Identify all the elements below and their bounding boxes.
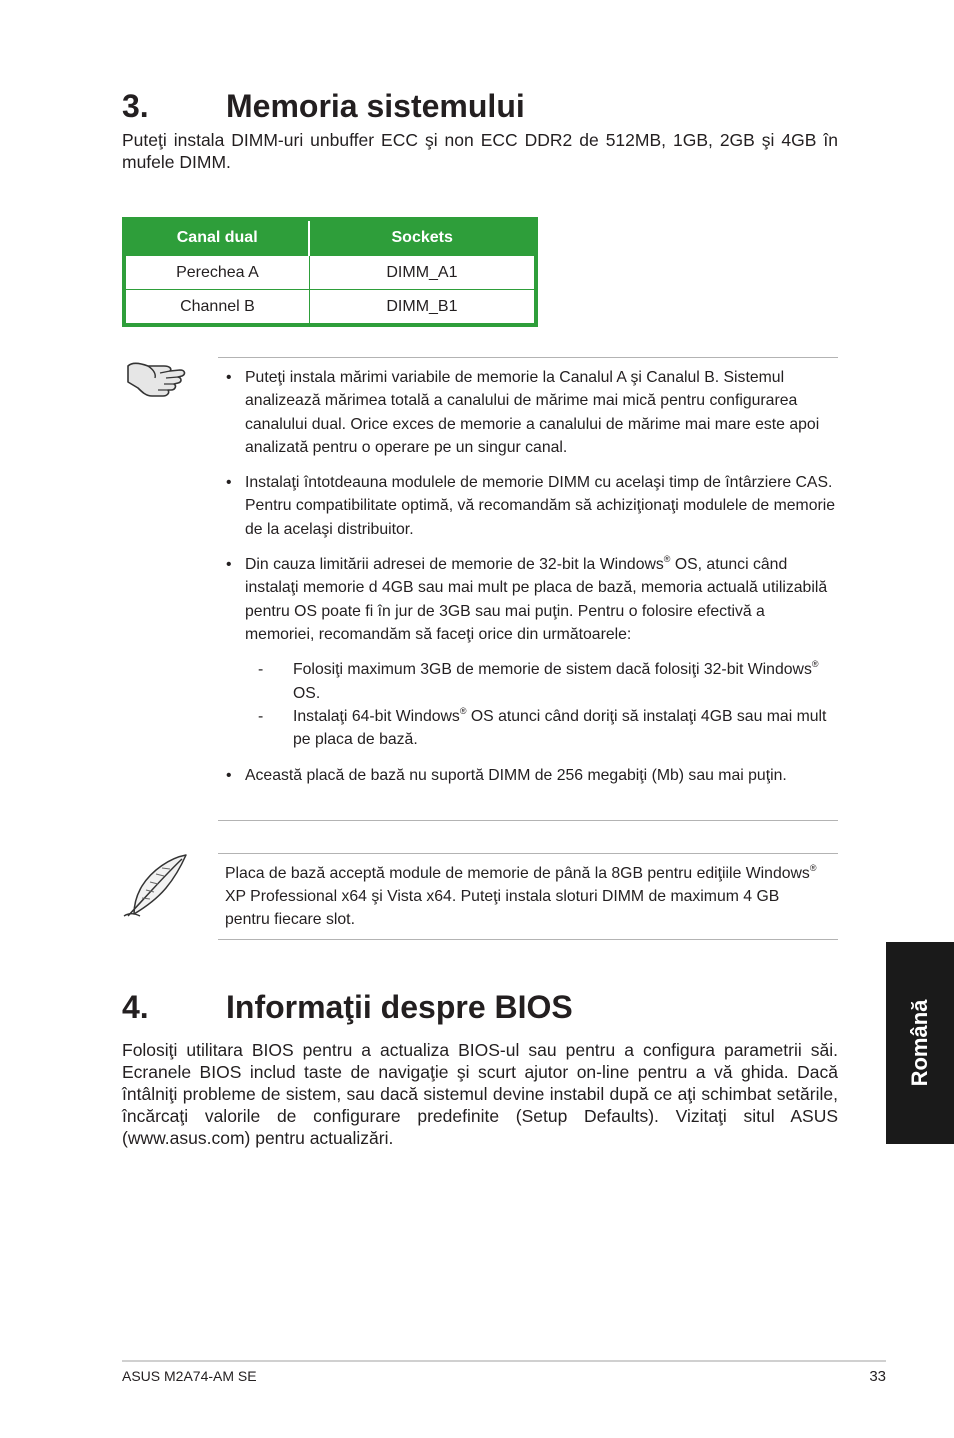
note-text: Folosiţi maximum 3GB de memorie de sistem dacă folosiţi 32-bit Windows [293, 661, 812, 679]
registered-mark: ® [459, 705, 467, 716]
table-row [124, 290, 536, 326]
note-divider-top [218, 357, 838, 358]
note-text: OS, atunci când instalaţi memorie d 4GB sau mai mult pe placa de bază, memoria actuală utilizabilă pentru OS poate fi în jur de 3GB sau mai puţin. Pentru o folosire efectivă a memoriei, recomandăm să faceţi orice din următoarele: [245, 556, 828, 643]
column-header: Sockets [309, 219, 536, 256]
table-cell: Perechea A [124, 256, 309, 290]
section-title: Informaţii despre BIOS [226, 989, 573, 1025]
note-text: Puteţi instala mărimi variabile de memorie la Canalul A şi Canalul B. Sistemul analizează mărimea totală a canalului de mărime mai mică pentru configurarea canalului dual. Orice exces de memorie a canalului de mărime mai mare este apoi analizată pentru o operare pe un singur canal. [245, 369, 820, 456]
language-tab [886, 942, 954, 1144]
note-text: OS. [293, 684, 321, 702]
dash-glyph: - [258, 707, 264, 725]
info-note-text [225, 862, 825, 931]
note-text: Această placă de bază nu suportă DIMM de 256 megabiţi (Mb) sau mai puţin. [245, 767, 787, 785]
footer-divider [122, 1360, 886, 1362]
note-text: Din cauza limitării adresei de memorie de 32-bit la Windows [245, 556, 664, 574]
note-divider-bottom [218, 820, 838, 821]
registered-mark: ® [809, 862, 817, 873]
section-3-intro: Puteţi instala DIMM-uri unbuffer ECC şi non ECC DDR2 de 512MB, 1GB, 2GB şi 4GB în mufele DIMM. [122, 130, 838, 172]
list-item [226, 553, 836, 751]
bullet-glyph: • [226, 556, 232, 574]
section-title: Memoria sistemului [226, 88, 525, 124]
memory-notes-list [226, 366, 836, 800]
section-number: 3. [122, 88, 149, 124]
feather-quill-icon [122, 852, 190, 920]
note-text: Instalaţi întotdeauna modulele de memorie DIMM cu acelaşi timp de întârziere CAS. Pentru compatibilitate optimă, vă recomandăm să achiziţionaţi modulele de memorie de la acelaşi distribuitor. [245, 474, 836, 538]
dual-channel-table [122, 217, 538, 327]
list-item [245, 658, 836, 705]
footer-model: ASUS M2A74-AM SE [122, 1368, 257, 1384]
registered-mark: ® [811, 659, 819, 669]
dash-glyph: - [258, 661, 264, 679]
info-divider-top [218, 853, 838, 854]
registered-mark: ® [663, 553, 671, 564]
section-3-heading [122, 88, 525, 125]
bullet-glyph: • [226, 767, 232, 785]
note-text: Placa de bază acceptă module de memorie de până la 8GB pentru ediţiile Windows [225, 865, 810, 882]
page-number: 33 [869, 1368, 886, 1385]
note-text: Instalaţi 64-bit Windows [293, 707, 460, 725]
list-item [226, 764, 836, 787]
pointing-hand-icon [124, 356, 190, 402]
table-header-row [124, 219, 536, 256]
sub-list [245, 658, 836, 751]
bullet-glyph: • [226, 369, 232, 386]
info-divider-bottom [218, 939, 838, 940]
section-4-body: Folosiţi utilitara BIOS pentru a actualiza BIOS-ul sau pentru a configura parametrii săi. Ecranele BIOS includ taste de navigaţie şi scurt ajutor on-line pentru a vă ghida. Dacă întâlniţi probleme de sistem, sau dacă sistemul devine instabil după ce aţi schimbat setările, încărcaţi valorile de configurare predefinite (Setup Defaults). Vizitaţi situl ASUS (www.asus.com) pentru actualizări. [122, 1040, 838, 1148]
table-cell: DIMM_A1 [309, 256, 536, 290]
list-item [226, 471, 836, 541]
list-item [226, 366, 836, 459]
note-text: OS atunci când doriţi să instalaţi 4GB sau mai mult pe placa de bază. [293, 707, 827, 749]
language-tab-label: Română [907, 999, 932, 1087]
column-header: Canal dual [124, 219, 309, 256]
table-row [124, 256, 536, 290]
table-cell: Channel B [124, 290, 309, 326]
section-number: 4. [122, 989, 149, 1025]
note-text: XP Professional x64 şi Vista x64. Puteţi instala sloturi DIMM de maximum 4 GB pentru fiecare slot. [225, 888, 780, 928]
section-4-heading [122, 989, 573, 1026]
table-cell: DIMM_B1 [309, 290, 536, 326]
list-item [245, 705, 836, 752]
bullet-glyph: • [226, 474, 232, 492]
